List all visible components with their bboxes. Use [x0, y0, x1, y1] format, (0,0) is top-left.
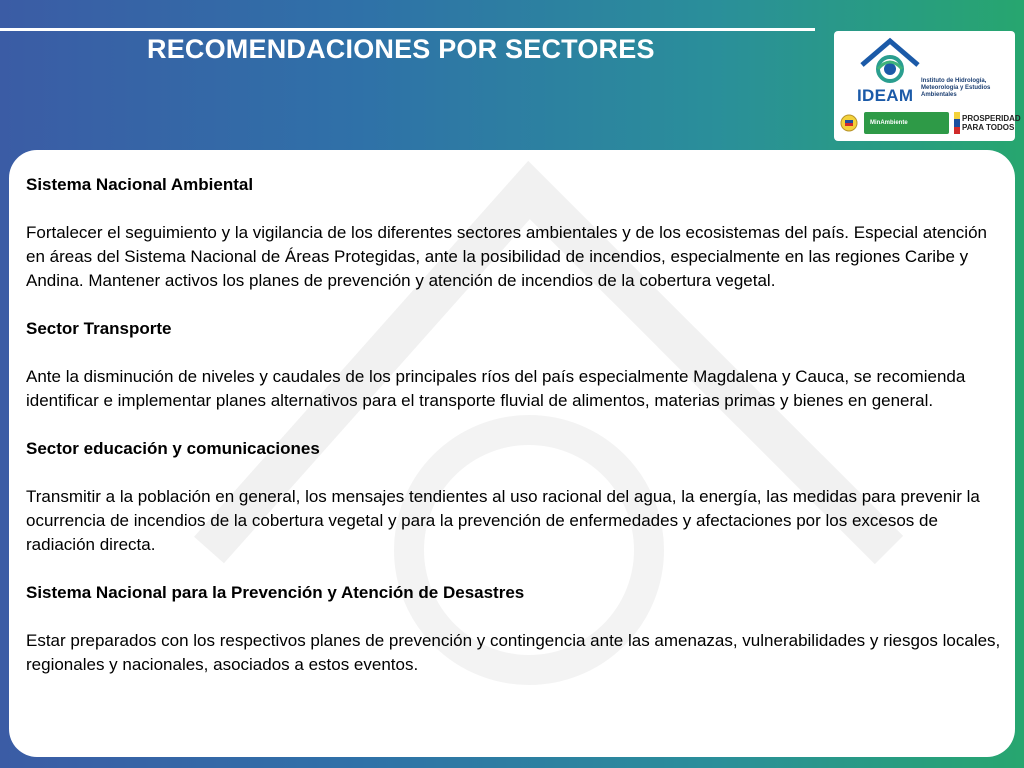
- prosperidad-logo: [954, 112, 1021, 134]
- content-card: [9, 150, 1015, 757]
- section-body: Estar preparados con los respectivos planes de prevención y contingencia ante las amenazas, vulnerabilidades y riesgos locales, regionales y nacionales, asociados a estos eventos.: [26, 631, 1001, 674]
- section-body: Transmitir a la población en general, los mensajes tendientes al uso racional del agua, la energía, las medidas para prevenir la ocurrencia de incendios de la cobertura vegetal y para la prevención de enfermedades y afectaciones por los excesos de radiación directa.: [26, 487, 980, 554]
- section-desastres: [26, 581, 1006, 677]
- ideam-logo: [834, 31, 1021, 141]
- section-body: Ante la disminución de niveles y caudales de los principales ríos del país especialmente Magdalena y Cauca, se recomienda identificar e implementar planes alternativos para el transporte fluvial de alimentos, materias primas y bienes en general.: [26, 367, 966, 410]
- ideam-subtitle: Instituto de Hidrología, Meteorología y Estudios Ambientales: [921, 78, 991, 98]
- slide-title: RECOMENDACIONES POR SECTORES: [147, 34, 655, 64]
- ideam-brand-text: IDEAM: [857, 86, 914, 105]
- ideam-house-icon: [856, 35, 926, 87]
- logo-footer: [840, 111, 1021, 135]
- section-sistema-ambiental: [26, 173, 1006, 293]
- recommendations-text: [26, 173, 1006, 701]
- colombia-seal-icon: [840, 111, 858, 135]
- prosperidad-text: [962, 114, 1021, 132]
- section-heading: Sistema Nacional Ambiental: [26, 175, 254, 194]
- section-heading: Sector educación y comunicaciones: [26, 439, 320, 458]
- section-heading: Sistema Nacional para la Prevención y Atención de Desastres: [26, 583, 525, 602]
- prosperidad-line-1: PROSPERIDAD: [962, 114, 1021, 123]
- section-body: Fortalecer el seguimiento y la vigilancia de los diferentes sectores ambientales y de los ecosistemas del país. Especial atención en áreas del Sistema Nacional de Áreas Protegidas, ante la posibilidad de incendios, especialmente en las regiones Caribe y Andina. Mantener activos los planes de prevención y atención de incendios de la cobertura vegetal.: [26, 223, 987, 290]
- prosperidad-line-2: PARA TODOS: [962, 123, 1015, 132]
- section-transporte: [26, 317, 1006, 413]
- colombia-flag-icon: [954, 112, 960, 134]
- title-rule: [0, 28, 815, 31]
- minambiente-badge: MinAmbiente: [864, 112, 949, 134]
- section-educacion: [26, 437, 1006, 557]
- section-heading: Sector Transporte: [26, 319, 172, 338]
